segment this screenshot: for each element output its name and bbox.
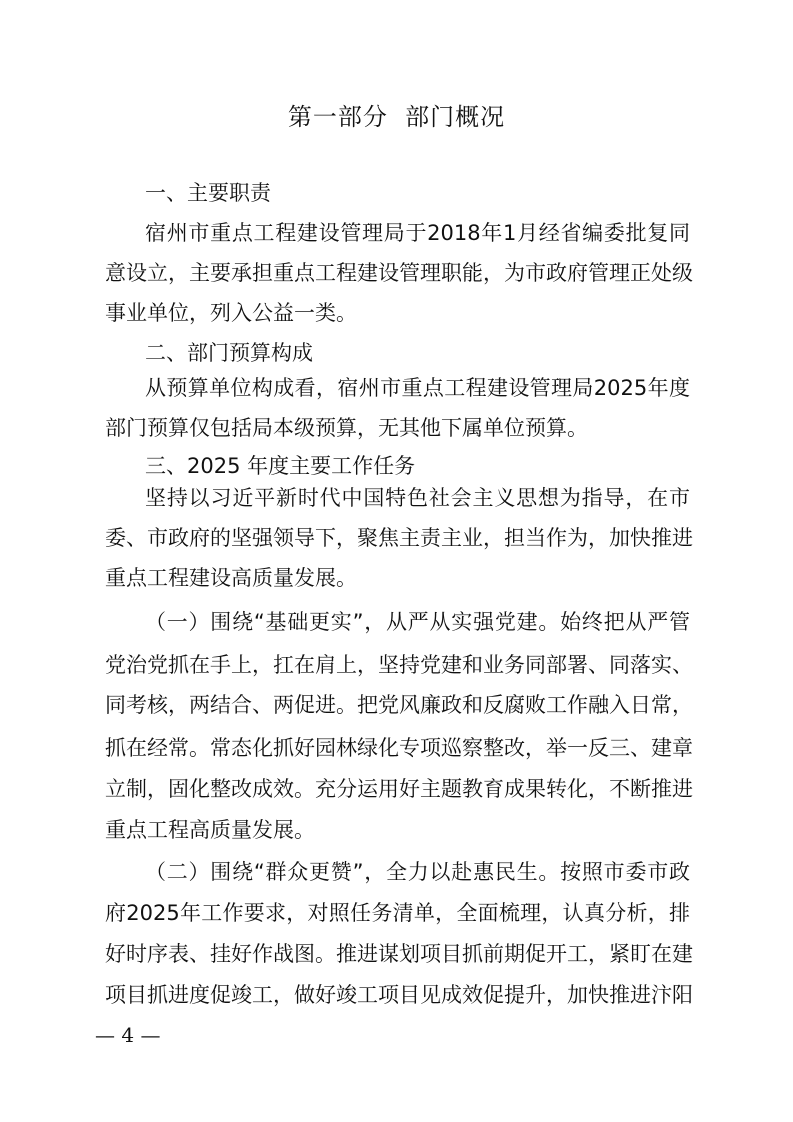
paragraph-line: （一）围绕“基础更实”，从严从实强党建。始终把从严管 (145, 610, 690, 634)
paragraph-line: 重点工程高质量发展。 (105, 818, 315, 842)
paragraph-line: 重点工程建设高质量发展。 (105, 566, 357, 590)
paragraph-line: 部门预算仅包括局本级预算，无其他下属单位预算。 (105, 416, 588, 440)
section-heading: 二、部门预算构成 (145, 341, 313, 365)
paragraph-line: 党治党抓在手上，扛在肩上，坚持党建和业务同部署、同落实、 (105, 653, 693, 677)
paragraph-line: 项目抓进度促竣工，做好竣工项目见成效促提升，加快推进汴阳 (105, 983, 693, 1007)
paragraph-line: 坚持以习近平新时代中国特色社会主义思想为指导，在市 (145, 486, 690, 510)
paragraph-line: 意设立，主要承担重点工程建设管理职能，为市政府管理正处级 (105, 261, 693, 285)
section-heading: 一、主要职责 (145, 181, 271, 205)
paragraph-line: 事业单位，列入公益一类。 (105, 301, 357, 325)
page-title: 第一部分 部门概况 (287, 103, 506, 131)
paragraph-line: 同考核，两结合、两促进。把党风廉政和反腐败工作融入日常， (105, 693, 693, 717)
page-number: — 4 — (95, 1023, 161, 1047)
paragraph-line: 好时序表、挂好作战图。推进谋划项目抓前期促开工，紧盯在建 (105, 942, 693, 966)
paragraph-line: 立制，固化整改成效。充分运用好主题教育成果转化，不断推进 (105, 777, 693, 801)
section-heading: 三、2025 年度主要工作任务 (145, 454, 416, 478)
paragraph-line: 宿州市重点工程建设管理局于2018年1月经省编委批复同 (145, 221, 690, 245)
paragraph-line: 抓在经常。常态化抓好园林绿化专项巡察整改，举一反三、建章 (105, 736, 693, 760)
paragraph-line: 委、市政府的坚强领导下，聚焦主责主业，担当作为，加快推进 (105, 526, 693, 550)
paragraph-line: （二）围绕“群众更赞”，全力以赴惠民生。按照市委市政 (145, 860, 690, 884)
paragraph-line: 府2025年工作要求，对照任务清单，全面梳理，认真分析，排 (105, 901, 690, 925)
paragraph-line: 从预算单位构成看，宿州市重点工程建设管理局2025年度 (145, 376, 690, 400)
